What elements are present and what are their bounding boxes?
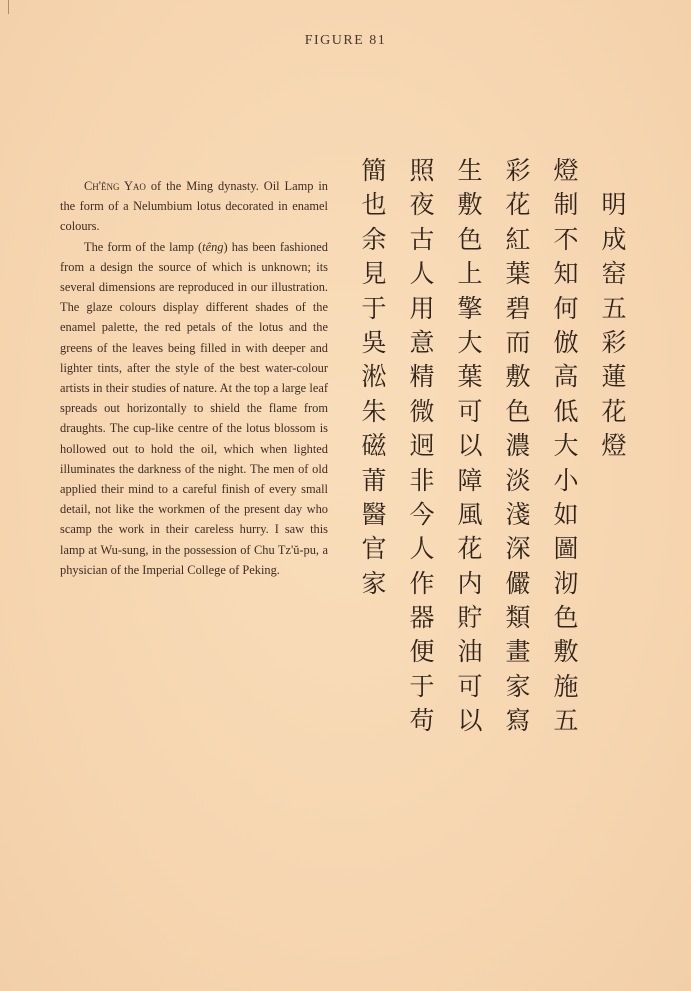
chinese-character: 圖 bbox=[553, 534, 579, 564]
chinese-character: 貯 bbox=[457, 603, 483, 633]
chinese-character: 于 bbox=[361, 293, 387, 323]
chinese-character: 淺 bbox=[505, 499, 531, 529]
figure-label: FIGURE bbox=[304, 33, 365, 48]
chinese-character: 家 bbox=[505, 671, 531, 701]
chinese-character: 成 bbox=[601, 224, 627, 254]
chinese-character: 而 bbox=[505, 327, 531, 357]
chinese-character: 彩 bbox=[601, 327, 627, 357]
chinese-character: 燈 bbox=[601, 431, 627, 461]
chinese-column-3 bbox=[446, 154, 494, 736]
chinese-character: 畫 bbox=[505, 637, 531, 667]
chinese-character: 擎 bbox=[457, 293, 483, 323]
chinese-character: 淞 bbox=[361, 362, 387, 392]
chinese-character: 花 bbox=[457, 534, 483, 564]
chinese-column-1 bbox=[542, 154, 590, 736]
chinese-character: 葉 bbox=[457, 362, 483, 392]
figure-header bbox=[0, 33, 691, 49]
chinese-column-4 bbox=[398, 154, 446, 736]
chinese-character: 高 bbox=[553, 362, 579, 392]
caption-rest: of the Ming dynasty. Oil Lamp in the form of a Nelumbium lotus decorated in enamel colours. bbox=[60, 179, 329, 234]
chinese-character: 非 bbox=[409, 465, 435, 495]
chinese-character: 苟 bbox=[409, 706, 435, 736]
chinese-character: 敷 bbox=[505, 362, 531, 392]
chinese-character: 器 bbox=[409, 603, 435, 633]
chinese-character: 不 bbox=[553, 224, 579, 254]
chinese-character: 類 bbox=[505, 603, 531, 633]
chinese-character: 彩 bbox=[505, 156, 531, 185]
english-text bbox=[60, 176, 328, 580]
chinese-character: 五 bbox=[553, 706, 579, 736]
caption-name: Ch'êng Yao bbox=[84, 179, 146, 193]
chinese-character: 五 bbox=[601, 293, 627, 323]
chinese-character: 大 bbox=[457, 327, 483, 357]
chinese-character: 低 bbox=[553, 396, 579, 426]
chinese-character: 沏 bbox=[553, 568, 579, 598]
chinese-character: 可 bbox=[457, 671, 483, 701]
chinese-character: 深 bbox=[505, 534, 531, 564]
chinese-character: 官 bbox=[361, 534, 387, 564]
chinese-character: 家 bbox=[361, 568, 387, 598]
chinese-character: 明 bbox=[601, 190, 627, 220]
chinese-character: 淡 bbox=[505, 465, 531, 495]
chinese-character: 古 bbox=[409, 224, 435, 254]
chinese-character: 如 bbox=[553, 499, 579, 529]
chinese-character: 風 bbox=[457, 499, 483, 529]
chinese-character: 吳 bbox=[361, 327, 387, 357]
chinese-character: 微 bbox=[409, 396, 435, 426]
body-after-term: ) has been fashioned from a design the source of which is unknown; its several dimensions are reproduced in our illustration. The glaze colours display different shades of the enamel palette, the red petals of the lotus and the greens of the leaves being filled in with deeper and lighter tints, after the style of the best water-colour artists in their studies of nature. At the top a large leaf spreads out horizontally to shield the flame from draughts. The cup-like centre of the lotus blossom is hollowed out to hold the oil, which when lighted illuminates the darkness of the night. The men of old applied their mind to a careful finish of every small detail, not like the workmen of the present day who scamp the work in their careless hurry. I saw this lamp at Wu-sung, in the possession of Chu Tz'ŭ-pu, a physician of the Imperial College of Peking. bbox=[60, 239, 328, 577]
chinese-character: 燈 bbox=[553, 156, 579, 185]
chinese-column-5 bbox=[350, 154, 398, 714]
chinese-character: 倣 bbox=[553, 327, 579, 357]
chinese-character: 上 bbox=[457, 259, 483, 289]
chinese-character: 莆 bbox=[361, 465, 387, 495]
body-before-term: The form of the lamp ( bbox=[84, 239, 203, 254]
chinese-character: 寫 bbox=[505, 706, 531, 736]
chinese-character: 也 bbox=[361, 190, 387, 220]
caption-paragraph bbox=[60, 176, 328, 237]
term-teng: têng bbox=[202, 239, 224, 254]
chinese-character: 余 bbox=[361, 224, 387, 254]
chinese-character: 障 bbox=[457, 465, 483, 495]
chinese-character: 敷 bbox=[553, 637, 579, 667]
chinese-character: 以 bbox=[457, 431, 483, 461]
chinese-character: 大 bbox=[553, 431, 579, 461]
chinese-character: 制 bbox=[553, 190, 579, 220]
chinese-character: 作 bbox=[409, 568, 435, 598]
chinese-character: 用 bbox=[409, 293, 435, 323]
page-edge-mark bbox=[8, 0, 9, 14]
chinese-character: 葉 bbox=[505, 259, 531, 289]
chinese-character: 簡 bbox=[361, 156, 387, 185]
chinese-character: 今 bbox=[409, 499, 435, 529]
chinese-character: 精 bbox=[409, 362, 435, 392]
chinese-character: 碧 bbox=[505, 293, 531, 323]
chinese-character: 花 bbox=[505, 190, 531, 220]
chinese-column-2 bbox=[494, 154, 542, 736]
chinese-character: 便 bbox=[409, 637, 435, 667]
chinese-character: 敷 bbox=[457, 190, 483, 220]
chinese-character: 花 bbox=[601, 396, 627, 426]
figure-number: 81 bbox=[369, 33, 387, 48]
chinese-character: 夜 bbox=[409, 190, 435, 220]
chinese-character: 何 bbox=[553, 293, 579, 323]
chinese-character: 色 bbox=[553, 603, 579, 633]
chinese-character: 見 bbox=[361, 259, 387, 289]
chinese-title-column bbox=[590, 154, 638, 714]
chinese-character: 内 bbox=[457, 568, 483, 598]
body-paragraph bbox=[60, 237, 328, 580]
chinese-character: 施 bbox=[553, 671, 579, 701]
chinese-character: 醫 bbox=[361, 499, 387, 529]
chinese-character: 可 bbox=[457, 396, 483, 426]
chinese-character: 小 bbox=[553, 465, 579, 495]
chinese-character: 知 bbox=[553, 259, 579, 289]
chinese-character: 磁 bbox=[361, 431, 387, 461]
chinese-character: 于 bbox=[409, 671, 435, 701]
chinese-character: 紅 bbox=[505, 224, 531, 254]
chinese-character: 蓮 bbox=[601, 362, 627, 392]
chinese-character: 色 bbox=[457, 224, 483, 254]
chinese-character: 油 bbox=[457, 637, 483, 667]
chinese-character: 意 bbox=[409, 327, 435, 357]
chinese-character: 以 bbox=[457, 706, 483, 736]
chinese-character: 濃 bbox=[505, 431, 531, 461]
chinese-character: 色 bbox=[505, 396, 531, 426]
chinese-character: 朱 bbox=[361, 396, 387, 426]
chinese-character: 窑 bbox=[601, 259, 627, 289]
chinese-character: 生 bbox=[457, 156, 483, 185]
chinese-character: 迥 bbox=[409, 431, 435, 461]
chinese-text bbox=[348, 154, 638, 736]
chinese-character: 人 bbox=[409, 534, 435, 564]
chinese-character: 照 bbox=[409, 156, 435, 185]
chinese-character: 人 bbox=[409, 259, 435, 289]
chinese-character: 儼 bbox=[505, 568, 531, 598]
